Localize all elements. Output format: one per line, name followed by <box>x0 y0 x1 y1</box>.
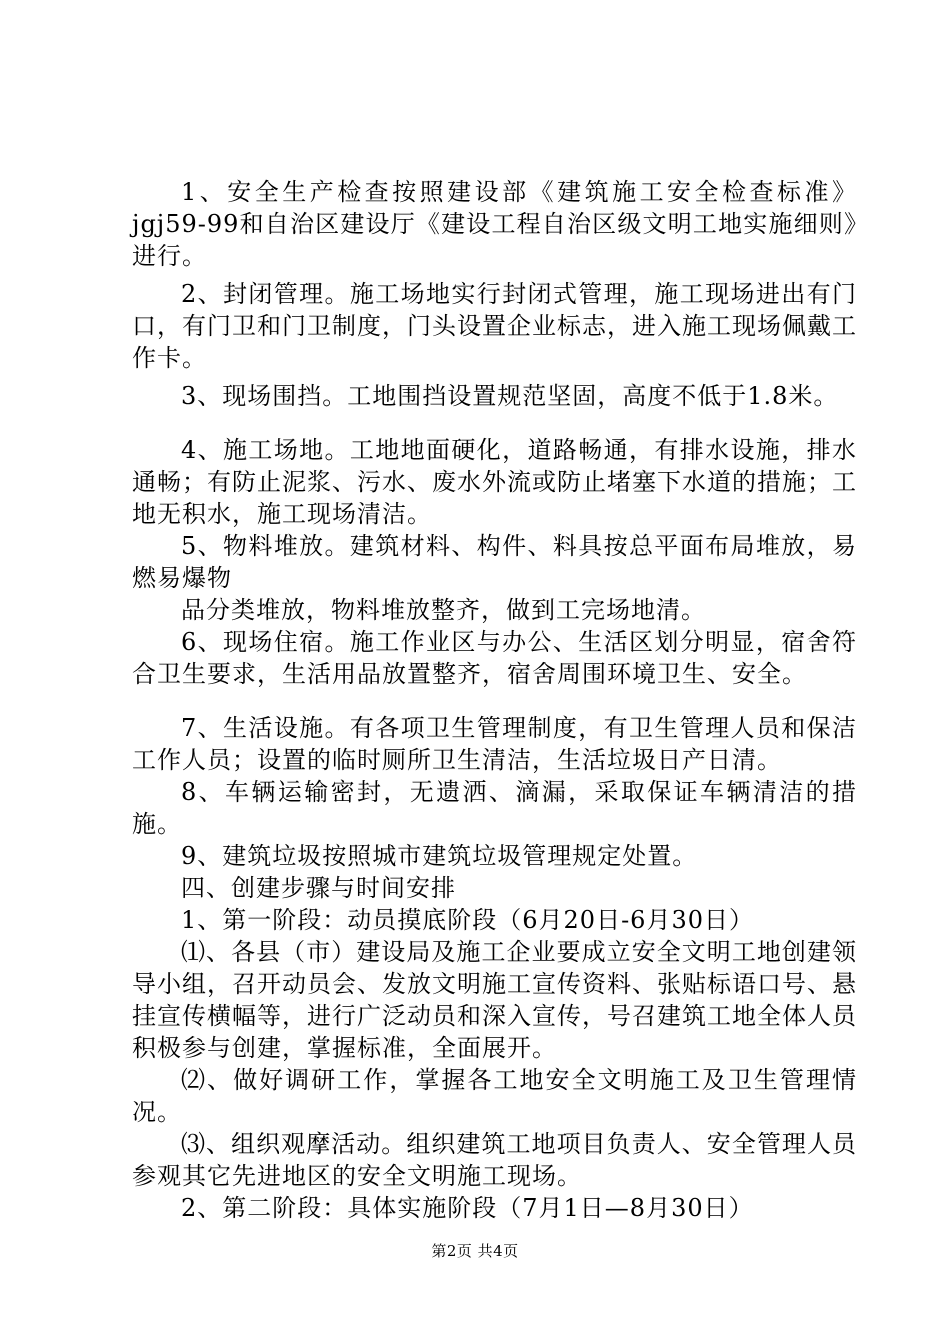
stage-1-heading: 1、第一阶段：动员摸底阶段（6月20日-6月30日） <box>181 906 754 934</box>
paragraph-4: 4、施工场地。工地地面硬化，道路畅通，有排水设施，排水通畅；有防止泥浆、污水、废水外流或防止堵塞下水道的措施；工地无积水，施工现场清洁。 <box>132 436 857 528</box>
paragraph-7: 7、生活设施。有各项卫生管理制度，有卫生管理人员和保洁工作人员；设置的临时厕所卫生清洁，生活垃圾日产日清。 <box>132 714 857 774</box>
stage-1-item-2: ⑵、做好调研工作，掌握各工地安全文明施工及卫生管理情况。 <box>132 1066 857 1126</box>
paragraph-5: 5、物料堆放。建筑材料、构件、料具按总平面布局堆放，易燃易爆物 <box>132 532 857 592</box>
page-footer: 第2页 共4页 <box>431 1242 519 1260</box>
stage-1-item-1: ⑴、各县（市）建设局及施工企业要成立安全文明工地创建领导小组，召开动员会、发放文明施工宣传资料、张贴标语口号、悬挂宣传横幅等，进行广泛动员和深入宣传，号召建筑工地全体人员积极参与创建，掌握标准，全面展开。 <box>132 938 857 1062</box>
stage-1-item-3: ⑶、组织观摩活动。组织建筑工地项目负责人、安全管理人员参观其它先进地区的安全文明施工现场。 <box>132 1130 857 1190</box>
paragraph-8: 8、车辆运输密封，无遗洒、滴漏，采取保证车辆清洁的措施。 <box>132 778 857 838</box>
paragraph-1: 1、安全生产检查按照建设部《建筑施工安全检查标准》jgj59-99和自治区建设厅《建设工程自治区级文明工地实施细则》进行。 <box>132 178 857 270</box>
section-heading: 四、创建步骤与时间安排 <box>181 874 456 902</box>
stage-2-heading: 2、第二阶段：具体实施阶段（7月1日—8月30日） <box>181 1194 754 1222</box>
paragraph-6: 6、现场住宿。施工作业区与办公、生活区划分明显，宿舍符合卫生要求，生活用品放置整齐，宿舍周围环境卫生、安全。 <box>132 628 857 688</box>
document-body <box>132 176 857 1224</box>
paragraph-2: 2、封闭管理。施工场地实行封闭式管理，施工现场进出有门口，有门卫和门卫制度，门头设置企业标志，进入施工现场佩戴工作卡。 <box>132 280 857 372</box>
paragraph-3: 3、现场围挡。工地围挡设置规范坚固，高度不低于1.8米。 <box>181 382 839 410</box>
paragraph-5-continued: 品分类堆放，物料堆放整齐，做到工完场地清。 <box>181 596 706 624</box>
paragraph-9: 9、建筑垃圾按照城市建筑垃圾管理规定处置。 <box>181 842 698 870</box>
